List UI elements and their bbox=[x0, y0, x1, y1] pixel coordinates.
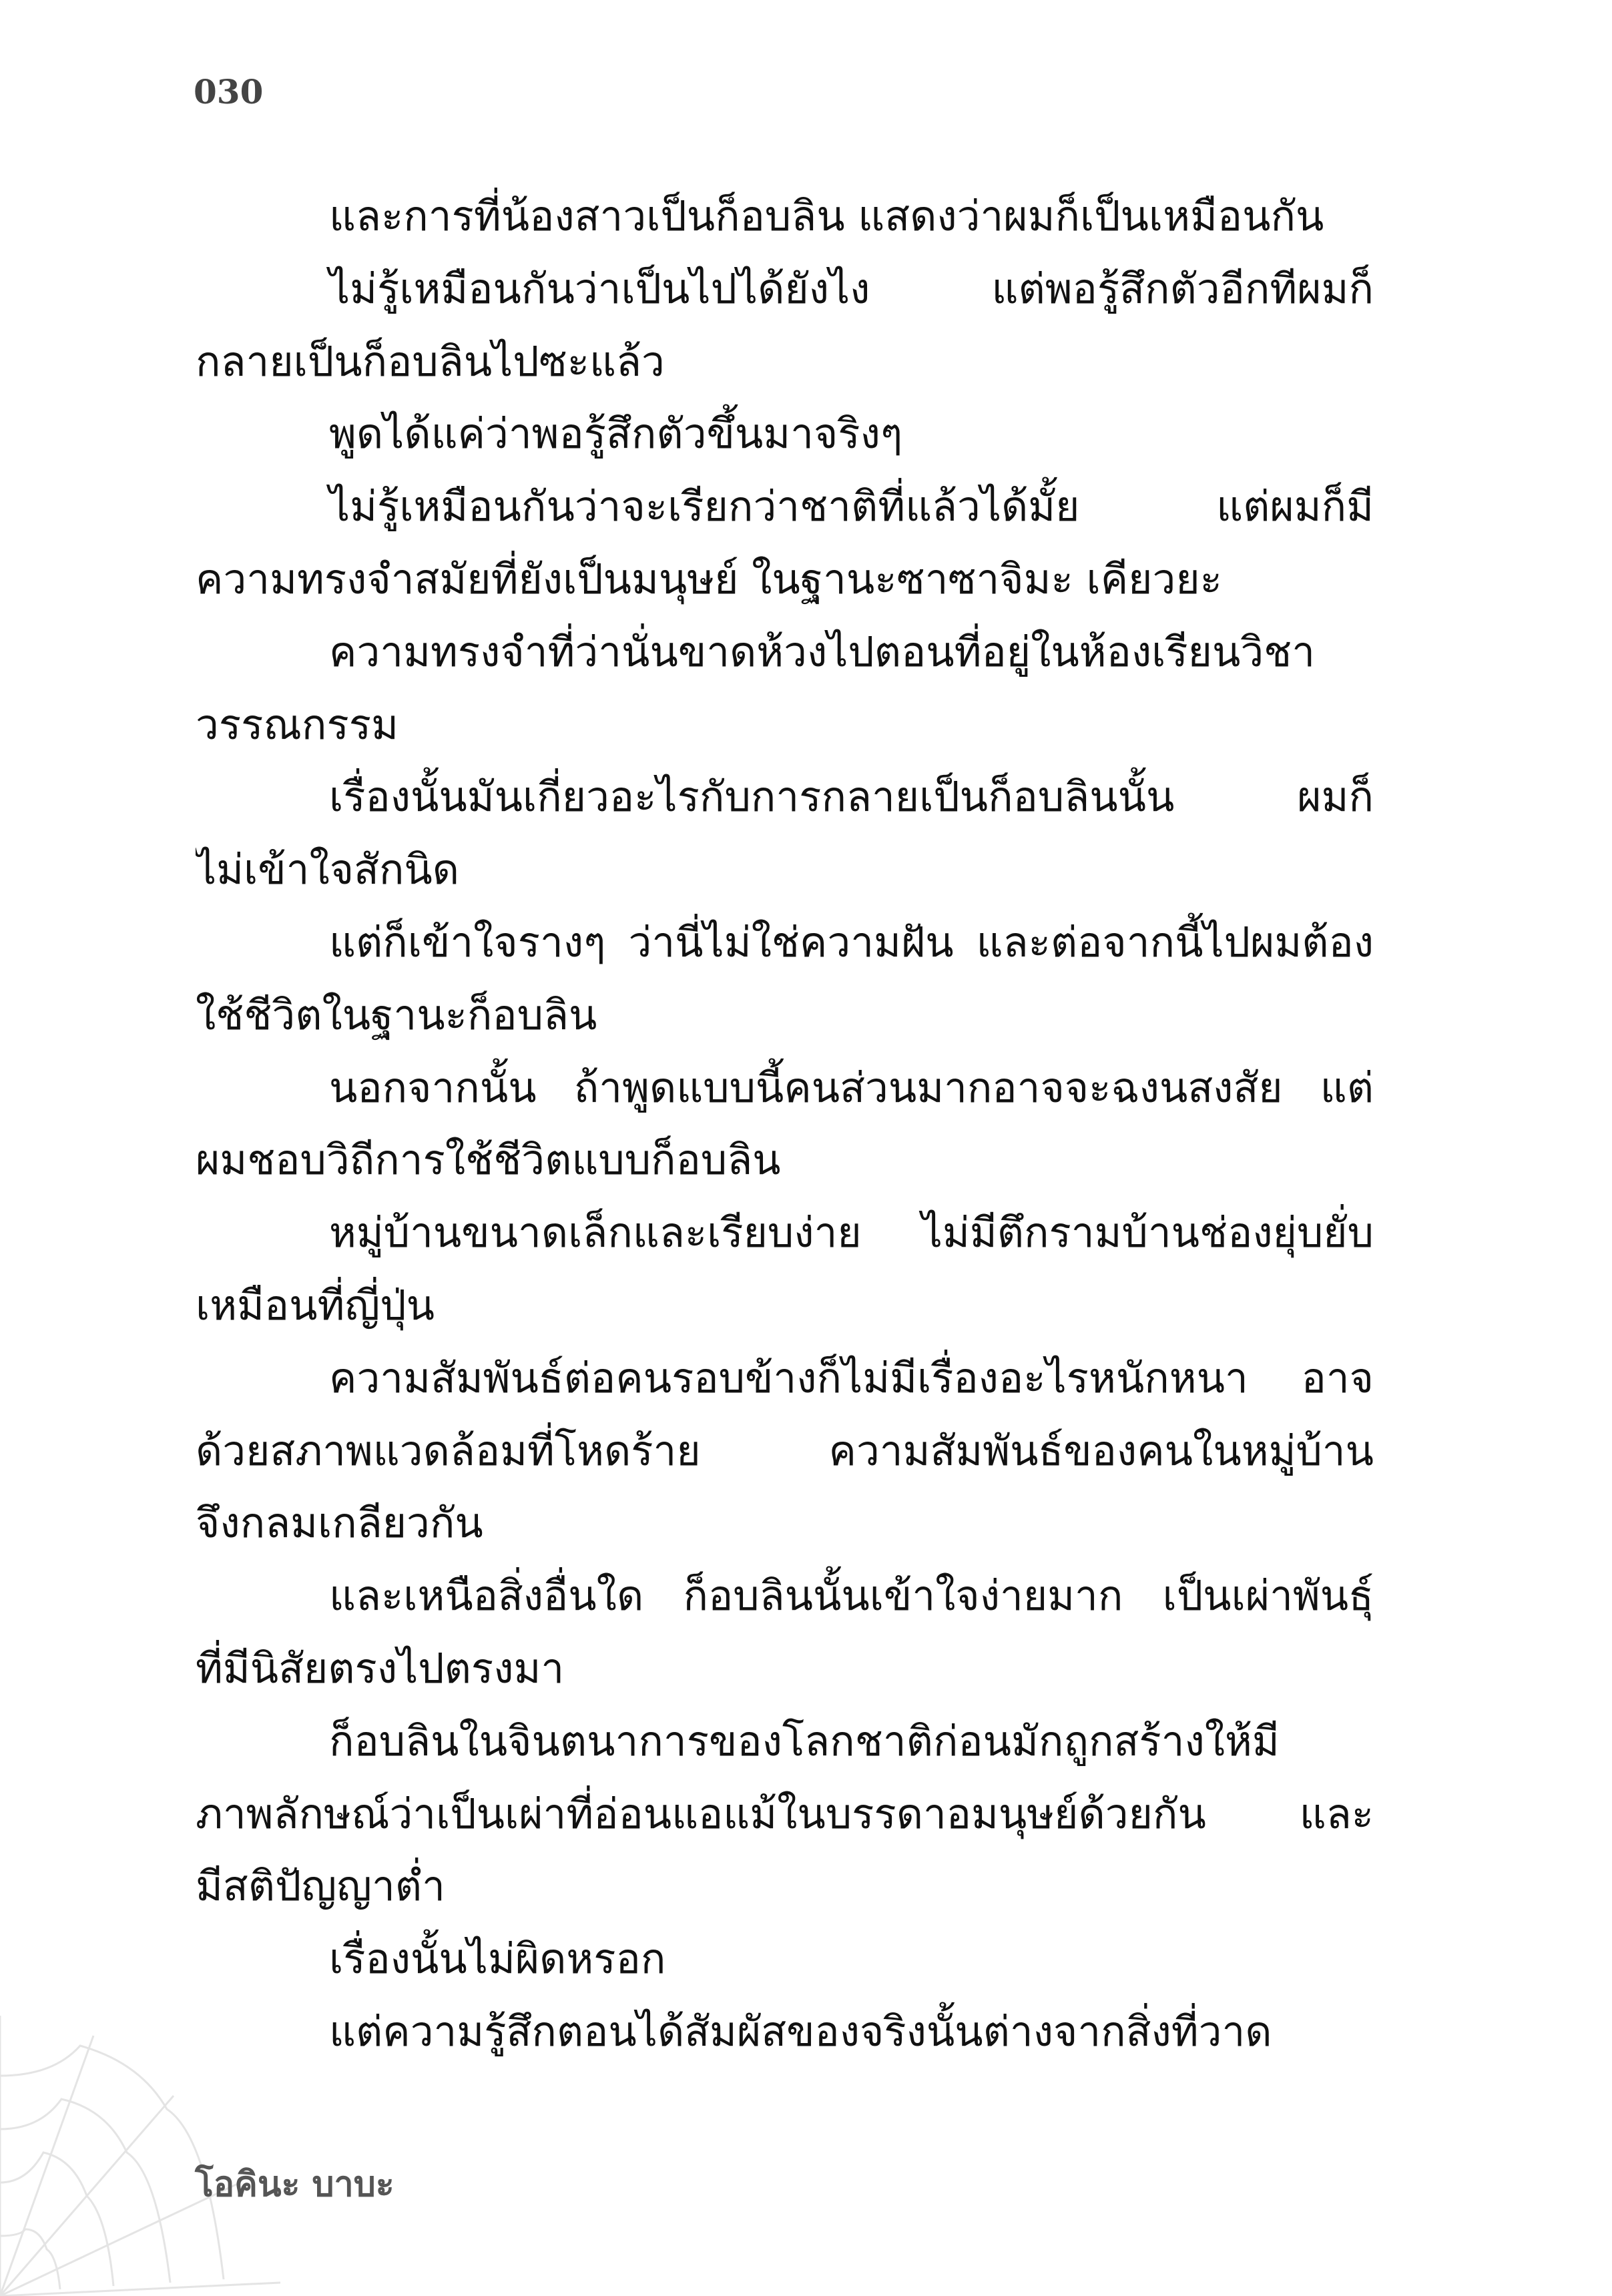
author-name: โอคินะ บาบะ bbox=[195, 2165, 394, 2205]
text-line: เรื่องนั้นมันเกี่ยวอะไรกับการกลายเป็นก็อบลินนั้น ผมก็ bbox=[329, 772, 1374, 822]
text-line: ความทรงจำสมัยที่ยังเป็นมนุษย์ ในฐานะซาซาจิมะ เคียวยะ bbox=[196, 554, 1222, 603]
text-line: ใช้ชีวิตในฐานะก็อบลิน bbox=[196, 990, 597, 1039]
text-line: ภาพลักษณ์ว่าเป็นเผ่าที่อ่อนแอแม้ในบรรดาอมนุษย์ด้วยกัน และ bbox=[196, 1789, 1374, 1838]
text-line: ผมชอบวิถีการใช้ชีวิตแบบก็อบลิน bbox=[196, 1135, 781, 1185]
text-line: กลายเป็นก็อบลินไปซะแล้ว bbox=[196, 336, 665, 386]
body-text bbox=[196, 180, 1374, 2068]
text-line: และการที่น้องสาวเป็นก็อบลิน แสดงว่าผมก็เป็นเหมือนกัน bbox=[329, 192, 1324, 240]
text-line: แต่ก็เข้าใจรางๆ ว่านี่ไม่ใช่ความฝัน และต่อจากนี้ไปผมต้อง bbox=[329, 917, 1374, 966]
text-line: ไม่รู้เหมือนกันว่าเป็นไปได้ยังไง แต่พอรู้สึกตัวอีกทีผมก็ bbox=[329, 264, 1374, 313]
text-line: ก็อบลินในจินตนาการของโลกชาติก่อนมักถูกสร้างให้มี bbox=[329, 1716, 1280, 1765]
text-line: แต่ความรู้สึกตอนได้สัมผัสของจริงนั้นต่างจากสิ่งที่วาด bbox=[329, 2006, 1272, 2056]
text-line: พูดได้แค่ว่าพอรู้สึกตัวขึ้นมาจริงๆ bbox=[329, 409, 903, 459]
text-line: และเหนือสิ่งอื่นใด ก็อบลินนั้นเข้าใจง่ายมาก เป็นเผ่าพันธุ์ bbox=[329, 1571, 1374, 1621]
text-line: มีสติปัญญาต่ำ bbox=[196, 1861, 445, 1911]
text-line: ด้วยสภาพแวดล้อมที่โหดร้าย ความสัมพันธ์ของคนในหมู่บ้าน bbox=[196, 1426, 1374, 1475]
text-line: ความทรงจำที่ว่านั่นขาดห้วงไปตอนที่อยู่ในห้องเรียนวิชา bbox=[329, 627, 1316, 676]
text-line: วรรณกรรม bbox=[196, 699, 398, 749]
text-line: เหมือนที่ญี่ปุ่น bbox=[196, 1280, 435, 1330]
text-line: ความสัมพันธ์ต่อคนรอบข้างก็ไม่มีเรื่องอะไรหนักหนา อาจ bbox=[329, 1353, 1374, 1402]
text-line: นอกจากนั้น ถ้าพูดแบบนี้คนส่วนมากอาจจะฉงนสงสัย แต่ bbox=[329, 1063, 1374, 1112]
text-line: หมู่บ้านขนาดเล็กและเรียบง่าย ไม่มีตึกรามบ้านช่องยุ่บยั่บ bbox=[329, 1208, 1374, 1257]
text-line: ไม่รู้เหมือนกันว่าจะเรียกว่าชาติที่แล้วได้มั้ย แต่ผมก็มี bbox=[329, 482, 1374, 531]
text-line: จึงกลมเกลียวกัน bbox=[196, 1498, 483, 1548]
text-line: ไม่เข้าใจสักนิด bbox=[196, 845, 460, 894]
text-line: เรื่องนั้นไม่ผิดหรอก bbox=[329, 1934, 666, 1984]
text-line: ที่มีนิสัยตรงไปตรงมา bbox=[196, 1643, 565, 1693]
page-number: 030 bbox=[194, 72, 264, 111]
